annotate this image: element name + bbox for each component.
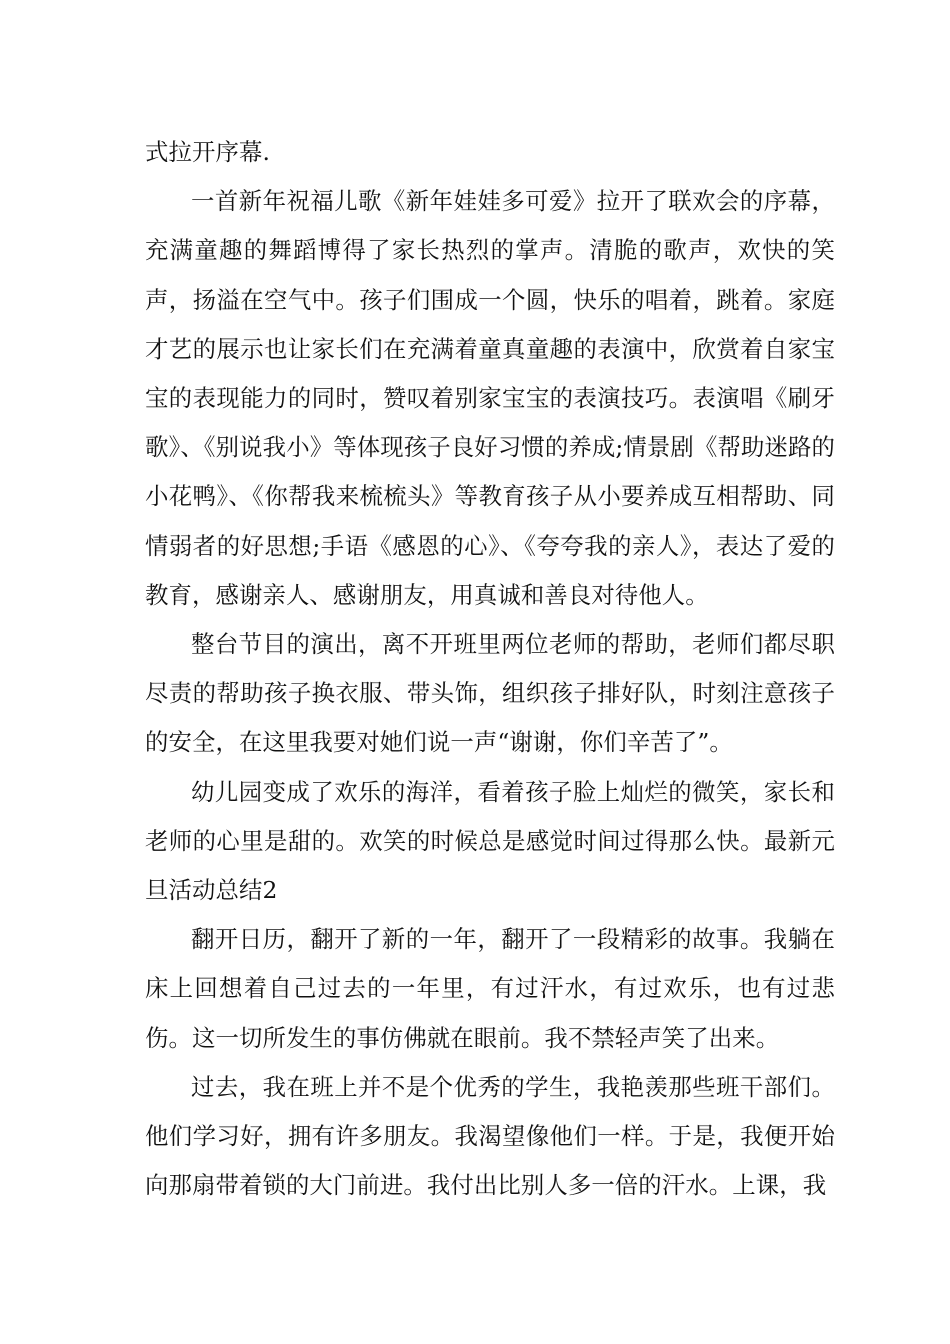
paragraph-past-student: 过去，我在班上并不是个优秀的学生，我艳羡那些班干部们。他们学习好，拥有许多朋友。我渴望像他们一样。于是，我便开始向那扇带着锁的大门前进。我付出比别人多一倍的汗水。上课，我 — [145, 1072, 835, 1200]
paragraph-calendar: 翻开日历，翻开了新的一年，翻开了一段精彩的故事。我躺在床上回想着自己过去的一年里，有过汗水，有过欢乐，也有过悲伤。这一切所发生的事仿佛就在眼前。我不禁轻声笑了出来。 — [145, 925, 835, 1052]
paragraph-teachers-thanks: 整台节目的演出，离不开班里两位老师的帮助，老师们都尽职尽责的帮助孩子换衣服、带头饰，组织孩子排好队，时刻注意孩子的安全，在这里我要对她们说一声“谢谢，你们辛苦了”。 — [145, 630, 835, 757]
paragraph-kindergarten-joy: 幼儿园变成了欢乐的海洋，看着孩子脸上灿烂的微笑，家长和老师的心里是甜的。欢笑的时候总是感觉时间过得那么快。最新元旦活动总结2 — [145, 777, 835, 905]
document-body — [145, 128, 835, 1210]
paragraph-continuation: 式拉开序幕. — [145, 138, 270, 166]
paragraph-new-year-song: 一首新年祝福儿歌《新年娃娃多可爱》拉开了联欢会的序幕，充满童趣的舞蹈博得了家长热烈的掌声。清脆的歌声，欢快的笑声，扬溢在空气中。孩子们围成一个圆，快乐的唱着，跳着。家庭才艺的展示也让家长们在充满着童真童趣的表演中，欣赏着自家宝宝的表现能力的同时，赞叹着别家宝宝的表演技巧。表演唱《刷牙歌》、《别说我小》等体现孩子良好习惯的养成;情景剧《帮助迷路的小花鸭》、《你帮我来梳梳头》等教育孩子从小要养成互相帮助、同情弱者的好思想;手语《感恩的心》、《夸夸我的亲人》，表达了爱的教育，感谢亲人、感谢朋友，用真诚和善良对待他人。 — [145, 187, 835, 609]
